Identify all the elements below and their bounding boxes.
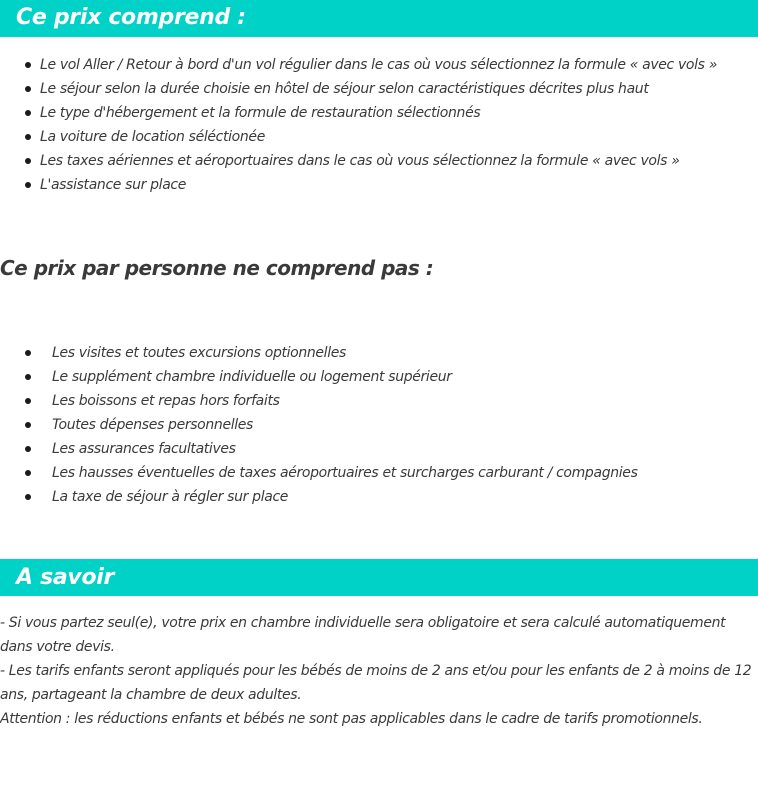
list-item-text: Le type d'hébergement et la formule de restauration sélectionnés: [40, 105, 481, 121]
list-item-text: Les boissons et repas hors forfaits: [52, 393, 280, 409]
bullet-icon: [25, 398, 31, 404]
bullet-icon: [25, 446, 31, 452]
bullet-icon: [25, 62, 31, 68]
section-banner-includes: [0, 0, 758, 37]
list-item-text: La voiture de location séléctionée: [40, 129, 265, 145]
list-item-text: Toutes dépenses personnelles: [52, 417, 253, 433]
excludes-heading: Ce prix par personne ne comprend pas :: [0, 256, 434, 280]
note-line: - Si vous partez seul(e), votre prix en chambre individuelle sera obligatoire et sera calculé automatiquement dans votre devis.: [0, 615, 726, 655]
list-item: [0, 149, 717, 173]
list-item-text: Le séjour selon la durée choisie en hôtel de séjour selon caractéristiques décrites plus haut: [40, 81, 649, 97]
list-item: [0, 77, 717, 101]
includes-list: [0, 53, 717, 197]
list-item: [0, 365, 638, 389]
list-item-text: Les assurances facultatives: [52, 441, 236, 457]
list-item-text: L'assistance sur place: [40, 177, 187, 193]
list-item: [0, 413, 638, 437]
bullet-icon: [25, 182, 31, 188]
bullet-icon: [25, 422, 31, 428]
list-item: [0, 341, 638, 365]
list-item: [0, 101, 717, 125]
list-item: [0, 485, 638, 509]
list-item-text: Le vol Aller / Retour à bord d'un vol régulier dans le cas où vous sélectionnez la formule « avec vols »: [40, 57, 717, 73]
note-line: Attention : les réductions enfants et bébés ne sont pas applicables dans le cadre de tarifs promotionnels.: [0, 711, 703, 727]
bullet-icon: [25, 134, 31, 140]
bullet-icon: [25, 86, 31, 92]
bullet-icon: [25, 158, 31, 164]
know-title: A savoir: [16, 565, 115, 590]
list-item-text: Le supplément chambre individuelle ou logement supérieur: [52, 369, 452, 385]
bullet-icon: [25, 350, 31, 356]
list-item-text: Les taxes aériennes et aéroportuaires dans le cas où vous sélectionnez la formule « avec vols »: [40, 153, 680, 169]
list-item: [0, 125, 717, 149]
list-item: [0, 389, 638, 413]
know-notes: [0, 611, 758, 731]
list-item: [0, 53, 717, 77]
bullet-icon: [25, 470, 31, 476]
excludes-list: [0, 341, 638, 509]
bullet-icon: [25, 374, 31, 380]
section-banner-know: [0, 559, 758, 596]
list-item-text: La taxe de séjour à régler sur place: [52, 489, 289, 505]
list-item-text: Les hausses éventuelles de taxes aéroportuaires et surcharges carburant / compagnies: [52, 465, 638, 481]
list-item: [0, 173, 717, 197]
list-item: [0, 437, 638, 461]
list-item-text: Les visites et toutes excursions optionnelles: [52, 345, 346, 361]
list-item: [0, 461, 638, 485]
bullet-icon: [25, 494, 31, 500]
includes-title: Ce prix comprend :: [16, 5, 246, 30]
bullet-icon: [25, 110, 31, 116]
note-line: - Les tarifs enfants seront appliqués pour les bébés de moins de 2 ans et/ou pour les enfants de 2 à moins de 12 ans, partageant la chambre de deux adultes.: [0, 663, 752, 703]
